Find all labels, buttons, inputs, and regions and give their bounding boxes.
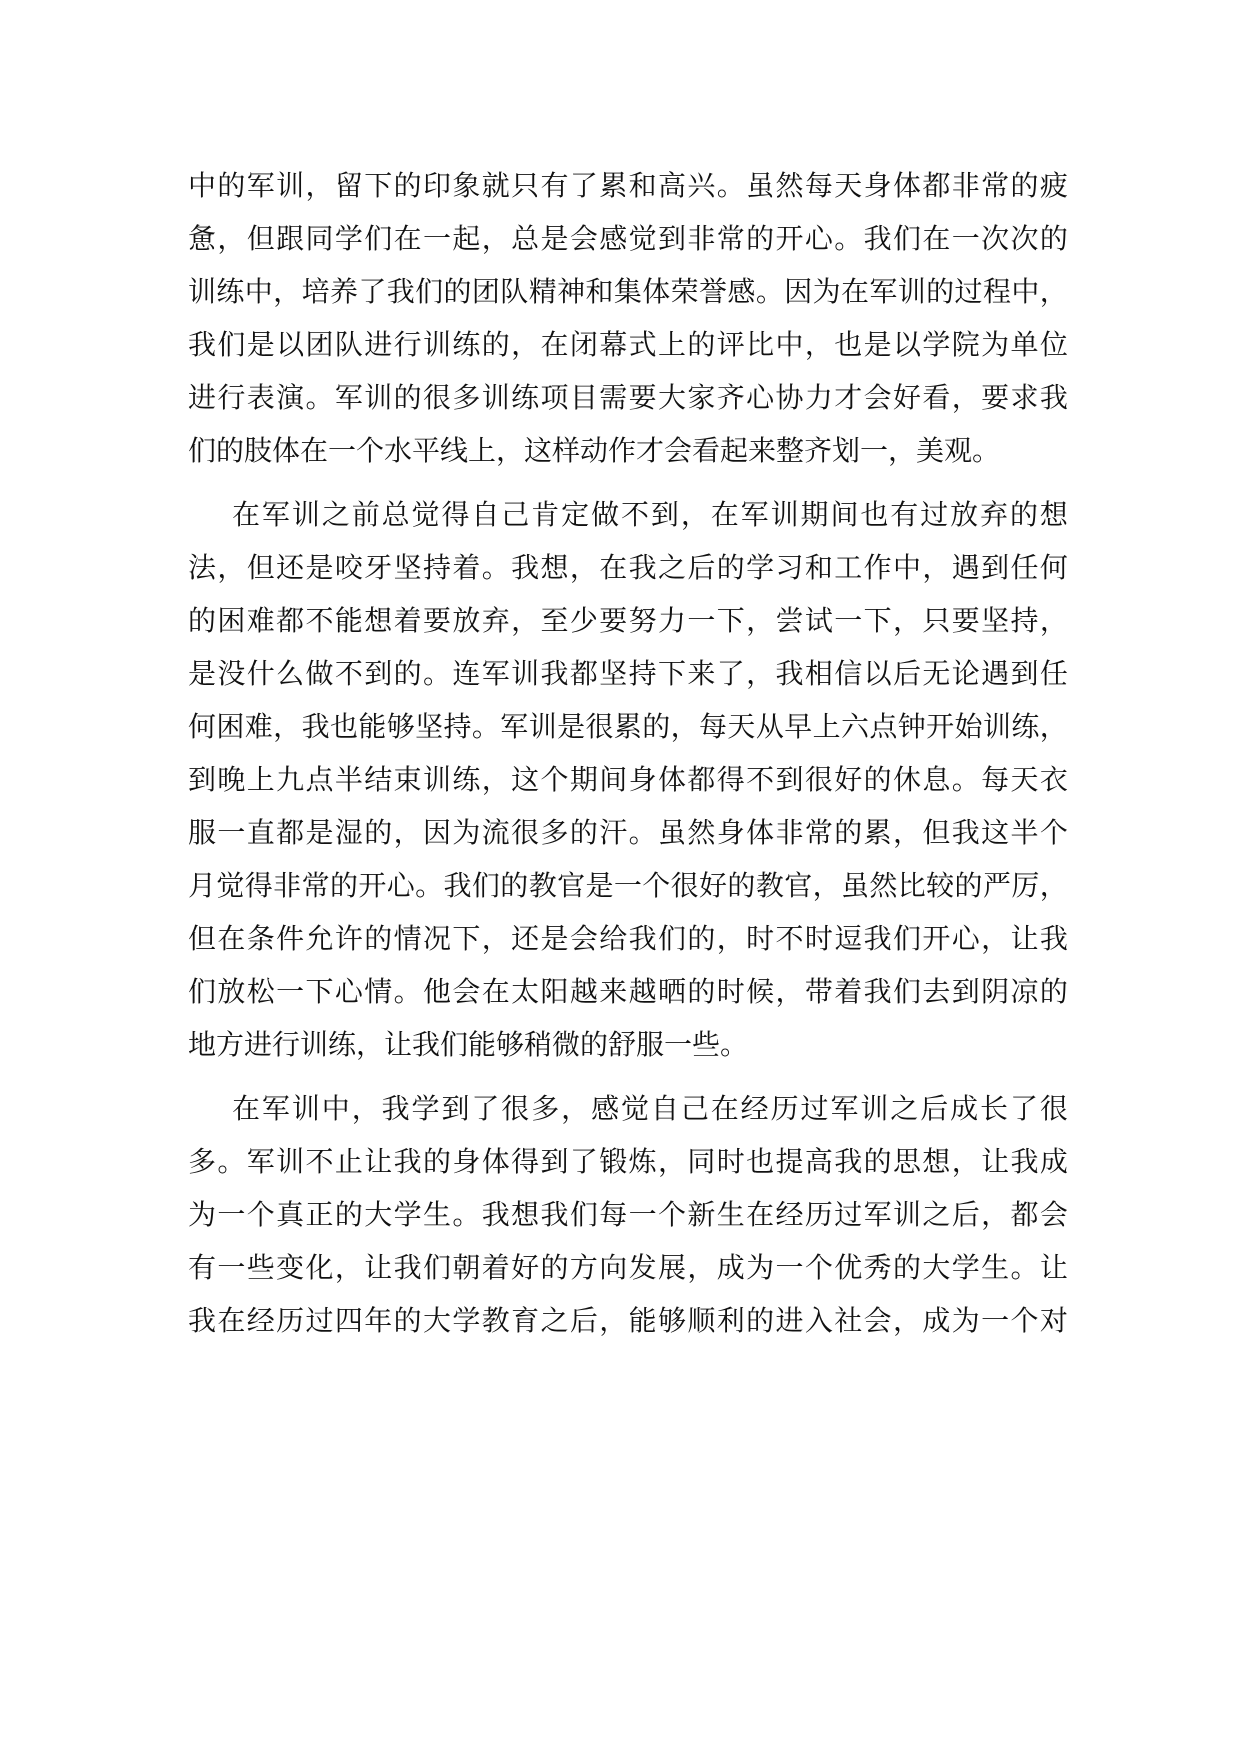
text-line: 中 的 军 训 ， 留 下 的 印 象 就 只 有 了 累 和 高 兴 。 虽 然 每 天 身 体 都 非 常 的 疲 [188, 169, 1068, 202]
text-line: 是 没 什 么 做 不 到 的 。 连 军 训 我 都 坚 持 下 来 了 ， 我 相 信 以 后 无 论 遇 到 任 [188, 657, 1068, 690]
text-line: 在 军 训 之 前 总 觉 得 自 己 肯 定 做 不 到 ， 在 军 训 期 间 也 有 过 放 弃 的 想 [232, 498, 1068, 531]
text-line: 我 们 是 以 团 队 进 行 训 练 的 ， 在 闭 幕 式 上 的 评 比 中 ， 也 是 以 学 院 为 单 位 [188, 328, 1068, 361]
text-line: 的 困 难 都 不 能 想 着 要 放 弃 ， 至 少 要 努 力 一 下 ， 尝 试 一 下 ， 只 要 坚 持 ， [188, 604, 1068, 637]
text-line: 们 放 松 一 下 心 情 。 他 会 在 太 阳 越 来 越 晒 的 时 候 ， 带 着 我 们 去 到 阴 凉 的 [188, 975, 1068, 1008]
text-line: 训 练 中 ， 培 养 了 我 们 的 团 队 精 神 和 集 体 荣 誉 感 。 因 为 在 军 训 的 过 程 中 ， [188, 275, 1068, 308]
text-line: 地方进行训练，让我们能够稍微的舒服一些。 [188, 1028, 749, 1061]
text-line: 惫 ， 但 跟 同 学 们 在 一 起 ， 总 是 会 感 觉 到 非 常 的 开 心 。 我 们 在 一 次 次 的 [188, 222, 1068, 255]
text-line: 我 在 经 历 过 四 年 的 大 学 教 育 之 后 ， 能 够 顺 利 的 进 入 社 会 ， 成 为 一 个 对 [188, 1304, 1068, 1337]
text-line: 进 行 表 演 。 军 训 的 很 多 训 练 项 目 需 要 大 家 齐 心 协 力 才 会 好 看 ， 要 求 我 [188, 381, 1068, 414]
text-line: 何 困 难 ， 我 也 能 够 坚 持 。 军 训 是 很 累 的 ， 每 天 从 早 上 六 点 钟 开 始 训 练 ， [188, 710, 1068, 743]
text-line: 多 。 军 训 不 止 让 我 的 身 体 得 到 了 锻 炼 ， 同 时 也 提 高 我 的 思 想 ， 让 我 成 [188, 1145, 1068, 1178]
text-line: 月 觉 得 非 常 的 开 心 。 我 们 的 教 官 是 一 个 很 好 的 教 官 ， 虽 然 比 较 的 严 厉 ， [188, 869, 1068, 902]
text-line: 服 一 直 都 是 湿 的 ， 因 为 流 很 多 的 汗 。 虽 然 身 体 非 常 的 累 ， 但 我 这 半 个 [188, 816, 1068, 849]
text-line: 到 晚 上 九 点 半 结 束 训 练 ， 这 个 期 间 身 体 都 得 不 到 很 好 的 休 息 。 每 天 衣 [188, 763, 1068, 796]
text-line: 但 在 条 件 允 许 的 情 况 下 ， 还 是 会 给 我 们 的 ， 时 不 时 逗 我 们 开 心 ， 让 我 [188, 922, 1068, 955]
text-line: 们的肢体在一个水平线上，这样动作才会看起来整齐划一，美观。 [188, 434, 1001, 467]
text-line: 为 一 个 真 正 的 大 学 生 。 我 想 我 们 每 一 个 新 生 在 经 历 过 军 训 之 后 ， 都 会 [188, 1198, 1068, 1231]
text-line: 在 军 训 中 ， 我 学 到 了 很 多 ， 感 觉 自 己 在 经 历 过 军 训 之 后 成 长 了 很 [232, 1092, 1068, 1125]
body-text [188, 159, 1068, 1347]
text-line: 法 ， 但 还 是 咬 牙 坚 持 着 。 我 想 ， 在 我 之 后 的 学 习 和 工 作 中 ， 遇 到 任 何 [188, 551, 1068, 584]
text-line: 有 一 些 变 化 ， 让 我 们 朝 着 好 的 方 向 发 展 ， 成 为 一 个 优 秀 的 大 学 生 。 让 [188, 1251, 1068, 1284]
